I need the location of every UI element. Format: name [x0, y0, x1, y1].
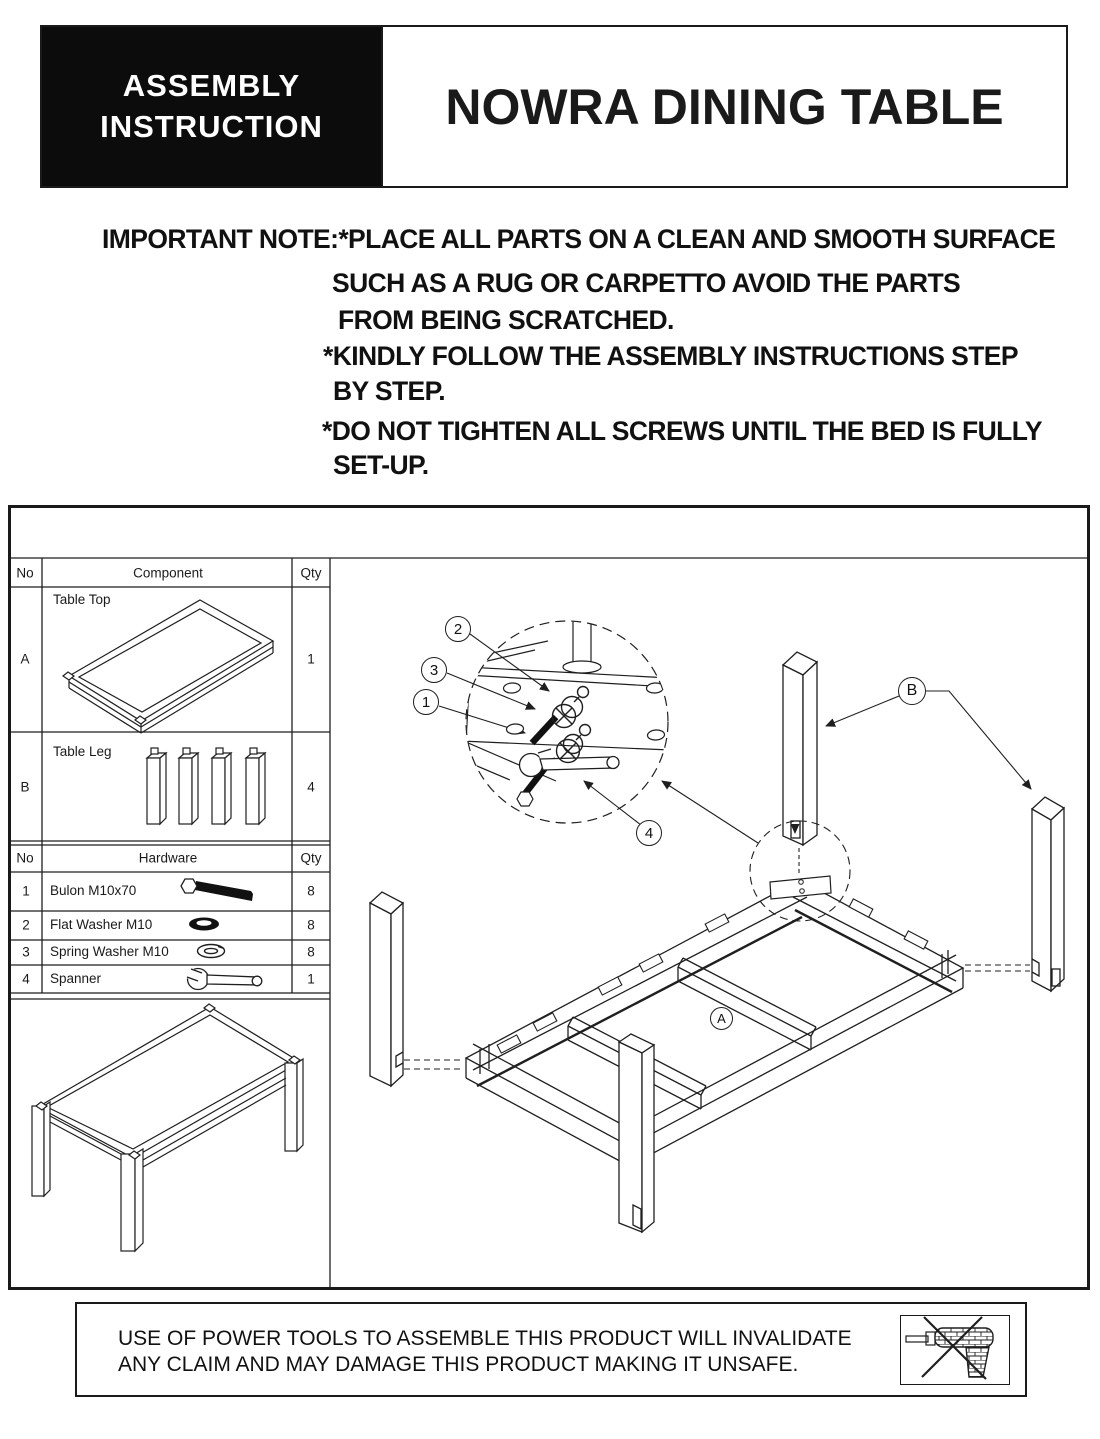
- note-line-5: BY STEP.: [333, 376, 446, 406]
- callout-3: 3: [421, 657, 447, 683]
- hardware-row-1-qty: 8: [307, 883, 315, 899]
- note-line-1: IMPORTANT NOTE:*PLACE ALL PARTS ON A CLEAN AND SMOOTH SURFACE: [102, 224, 1056, 254]
- warning-line-1: USE OF POWER TOOLS TO ASSEMBLE THIS PRODUCT WILL INVALIDATE: [118, 1327, 852, 1350]
- hardware-row-3-no: 3: [22, 944, 30, 960]
- hardware-row-2-no: 2: [22, 917, 30, 933]
- note-line-6: *DO NOT TIGHTEN ALL SCREWS UNTIL THE BED IS FULLY: [322, 416, 1042, 446]
- hardware-row-2-qty: 8: [307, 917, 315, 933]
- hardware-row-2-label: Flat Washer M10: [50, 917, 153, 932]
- hardware-row-3-label: Spring Washer M10: [50, 944, 169, 959]
- hardware-header-label: Hardware: [138, 850, 198, 866]
- callout-a: A: [710, 1007, 733, 1030]
- component-header-label: Component: [133, 565, 203, 581]
- callout-b: B: [898, 677, 926, 705]
- assembly-instruction-badge: [42, 27, 381, 186]
- note-line-4: *KINDLY FOLLOW THE ASSEMBLY INSTRUCTIONS STEP: [323, 341, 1018, 371]
- note-line-2: SUCH AS A RUG OR CARPETTO AVOID THE PARTS: [332, 268, 961, 298]
- title-box: [381, 27, 1066, 186]
- warning-icon-frame: [900, 1315, 1010, 1385]
- component-row-a-qty: 1: [307, 651, 315, 667]
- hardware-row-1-label: Bulon M10x70: [50, 883, 137, 898]
- badge-line1: ASSEMBLY: [122, 68, 301, 104]
- header: [40, 25, 1068, 188]
- hardware-row-4-no: 4: [22, 971, 30, 987]
- hardware-row-3-qty: 8: [307, 944, 315, 960]
- component-row-b-label: Table Leg: [53, 744, 112, 759]
- component-header-qty: Qty: [300, 565, 322, 581]
- diagram-panel: [8, 505, 1090, 1290]
- hardware-row-4-label: Spanner: [50, 971, 102, 986]
- warning-text: [118, 1326, 852, 1378]
- hardware-row-1-no: 1: [22, 883, 30, 899]
- page-title: NOWRA DINING TABLE: [445, 78, 1004, 135]
- component-header-no: No: [16, 565, 34, 581]
- note-line-3: FROM BEING SCRATCHED.: [338, 305, 674, 335]
- hardware-row-4-qty: 1: [307, 971, 315, 987]
- callout-4: 4: [636, 820, 662, 846]
- component-row-a-no: A: [20, 651, 30, 667]
- note-line-7: SET-UP.: [333, 450, 429, 480]
- component-row-b-qty: 4: [307, 779, 315, 795]
- callout-2: 2: [445, 616, 471, 642]
- warning-line-2: ANY CLAIM AND MAY DAMAGE THIS PRODUCT MAKING IT UNSAFE.: [118, 1353, 799, 1376]
- component-row-b-no: B: [20, 779, 30, 795]
- component-row-a-label: Table Top: [53, 592, 111, 607]
- hardware-header-qty: Qty: [300, 850, 322, 866]
- hardware-header-no: No: [16, 850, 34, 866]
- badge-line2: INSTRUCTION: [100, 108, 323, 144]
- callout-1: 1: [413, 689, 439, 715]
